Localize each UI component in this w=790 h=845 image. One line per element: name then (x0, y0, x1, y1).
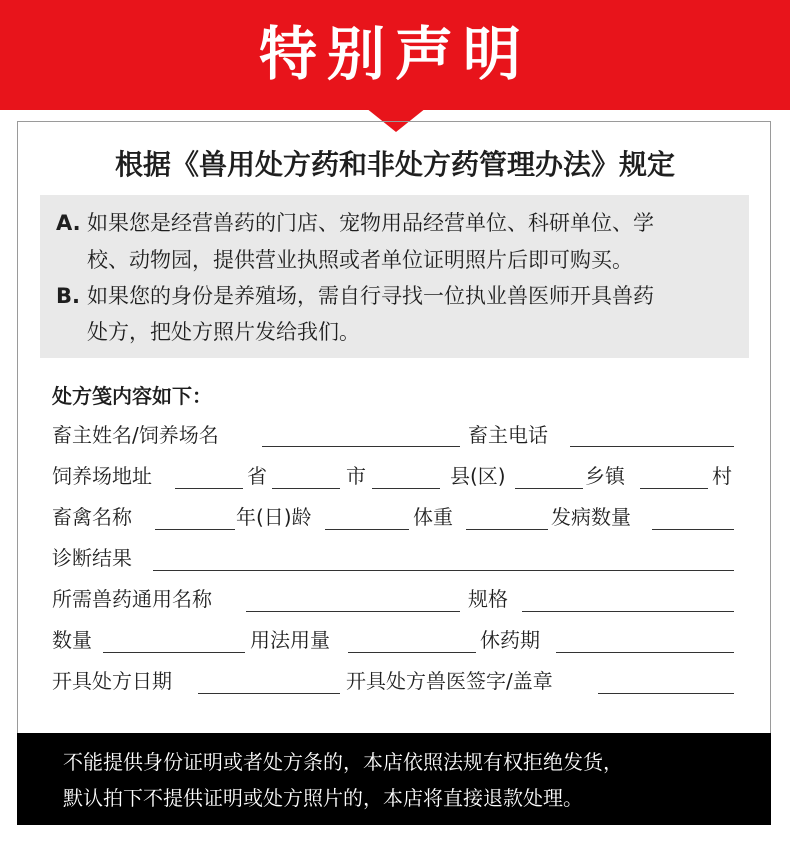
age-label: 年(日)龄 (236, 505, 312, 529)
animal-name-field[interactable] (155, 529, 235, 530)
issue-date-field[interactable] (198, 693, 340, 694)
province-label: 省 (247, 464, 267, 488)
drug-name-field[interactable] (246, 611, 460, 612)
weight-field[interactable] (466, 529, 548, 530)
notice-b-letter: B. (56, 284, 80, 308)
prescription-heading: 处方笺内容如下： (52, 384, 212, 408)
footer-line-1: 不能提供身份证明或者处方条的，本店依照法规有权拒绝发货， (63, 750, 623, 774)
diagnosis-field[interactable] (153, 570, 734, 571)
owner-name-field[interactable] (262, 446, 460, 447)
animal-name-label: 畜禽名称 (52, 505, 132, 529)
issue-date-label: 开具处方日期 (52, 669, 172, 693)
quantity-field[interactable] (103, 652, 245, 653)
footer-line-2: 默认拍下不提供证明或处方照片的，本店将直接退款处理。 (63, 786, 583, 810)
owner-phone-field[interactable] (570, 446, 734, 447)
notice-b-line-1: 如果您的身份是养殖场，需自行寻找一位执业兽医师开具兽药 (87, 284, 654, 308)
farm-address-label: 饲养场地址 (52, 464, 152, 488)
weight-label: 体重 (413, 505, 453, 529)
notice-box (40, 195, 749, 358)
page-title: 特别声明 (258, 20, 531, 88)
diagnosis-label: 诊断结果 (52, 546, 132, 570)
age-field[interactable] (325, 529, 409, 530)
village-field[interactable] (640, 488, 708, 489)
county-label: 县(区) (450, 464, 506, 488)
sick-count-label: 发病数量 (551, 505, 631, 529)
owner-name-label: 畜主姓名/饲养场名 (52, 423, 219, 447)
drug-name-label: 所需兽药通用名称 (52, 587, 212, 611)
spec-field[interactable] (522, 611, 734, 612)
notice-a-letter: A. (56, 211, 81, 235)
withdrawal-label: 休药期 (480, 628, 540, 652)
village-label: 村 (712, 464, 732, 488)
notice-b-line-2: 处方，把处方照片发给我们。 (87, 320, 360, 344)
withdrawal-field[interactable] (556, 652, 734, 653)
city-field[interactable] (272, 488, 340, 489)
county-field[interactable] (372, 488, 440, 489)
notice-a-line-2: 校、动物园，提供营业执照或者单位证明照片后即可购买。 (87, 248, 633, 272)
city-label: 市 (346, 464, 366, 488)
footer-warning (17, 733, 771, 825)
vet-signature-field[interactable] (598, 693, 734, 694)
owner-phone-label: 畜主电话 (468, 423, 548, 447)
province-field[interactable] (175, 488, 243, 489)
sick-count-field[interactable] (652, 529, 734, 530)
notice-a-line-1: 如果您是经营兽药的门店、宠物用品经营单位、科研单位、学 (87, 211, 654, 235)
township-label: 乡镇 (585, 464, 625, 488)
quantity-label: 数量 (52, 628, 92, 652)
township-field[interactable] (515, 488, 583, 489)
regulation-heading: 根据《兽用处方药和非处方药管理办法》规定 (114, 148, 675, 181)
dosage-label: 用法用量 (250, 628, 330, 652)
vet-signature-label: 开具处方兽医签字/盖章 (346, 669, 553, 693)
spec-label: 规格 (468, 587, 508, 611)
dosage-field[interactable] (348, 652, 476, 653)
